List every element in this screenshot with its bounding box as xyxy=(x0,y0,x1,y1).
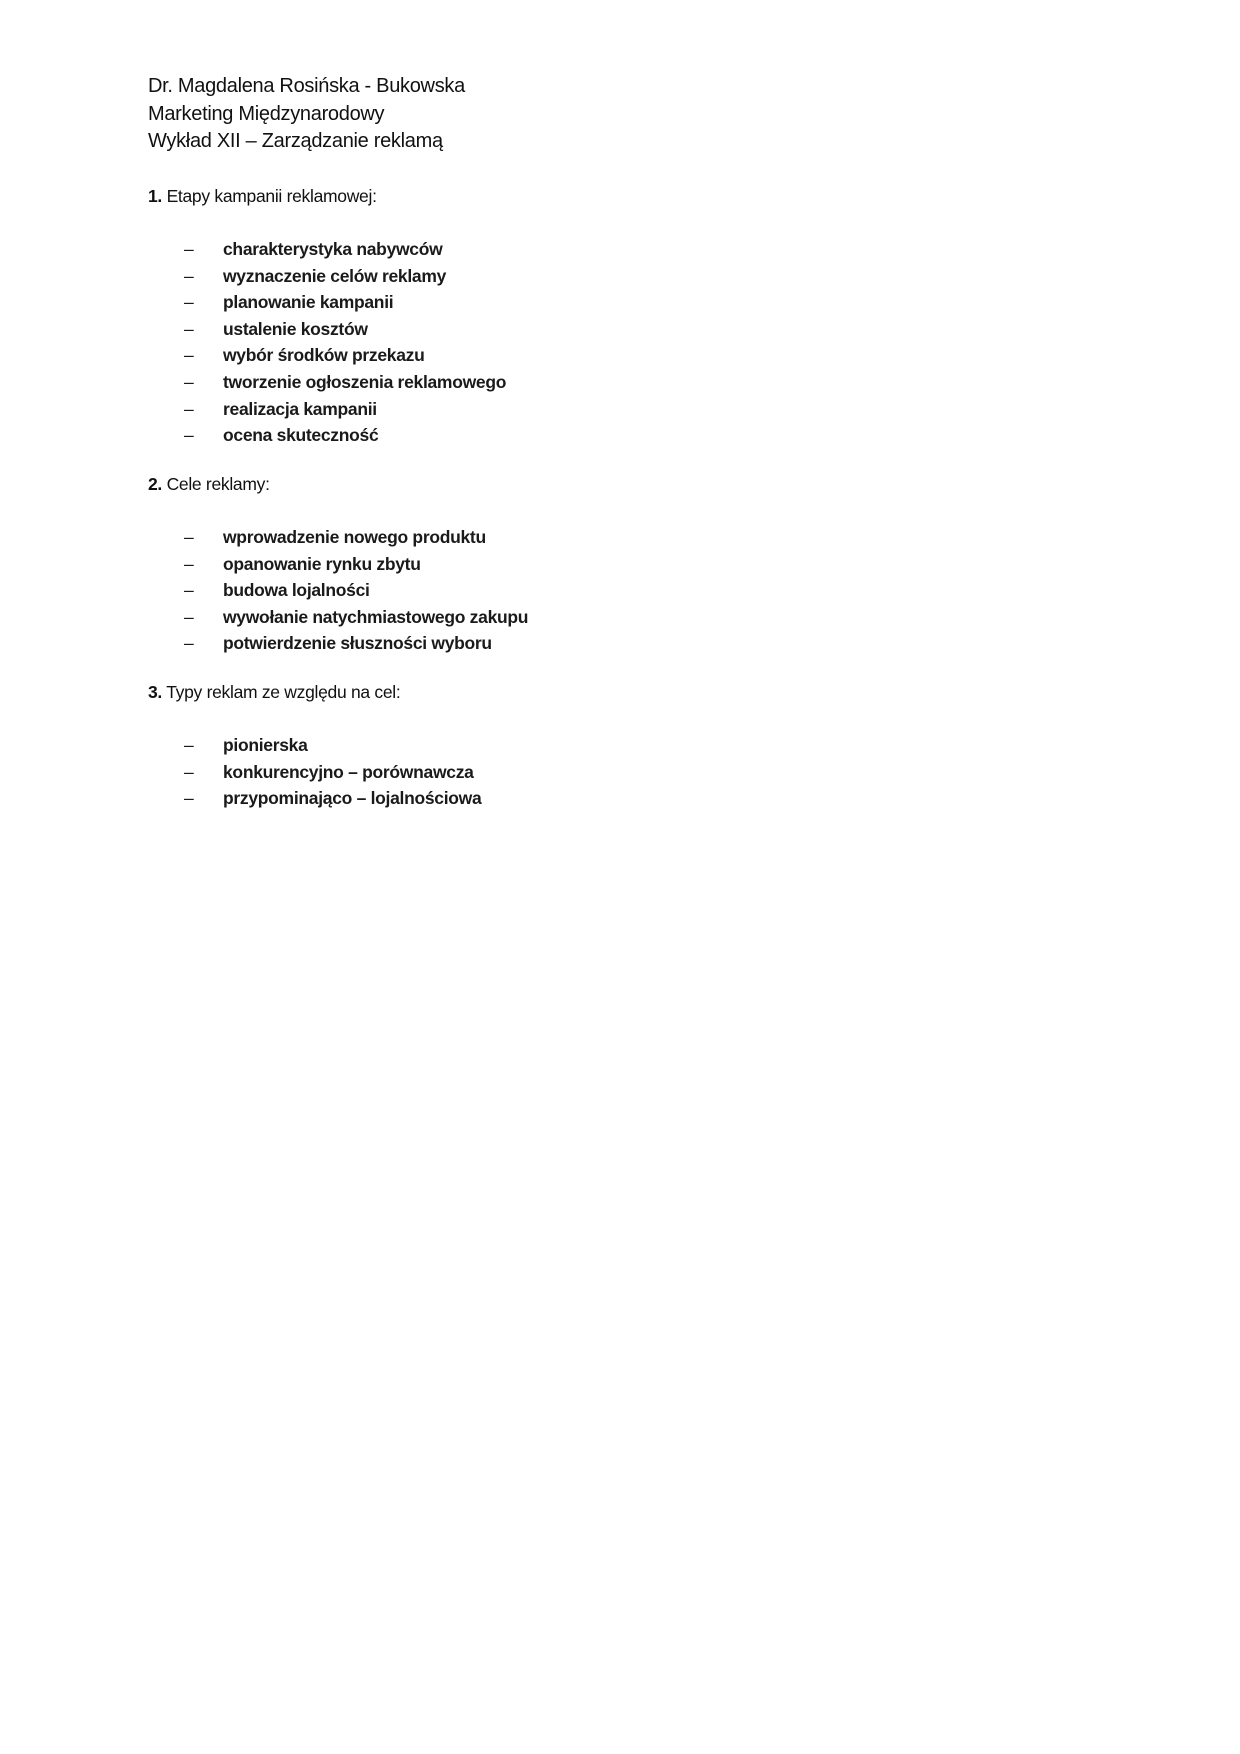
course-line: Marketing Międzynarodowy xyxy=(148,102,385,125)
section-2-heading xyxy=(148,474,270,495)
dash-bullet-icon: – xyxy=(184,580,194,601)
dash-bullet-icon: – xyxy=(184,606,194,627)
dash-bullet-icon: – xyxy=(184,265,194,286)
section-number: 3. xyxy=(148,682,162,702)
dash-bullet-icon: – xyxy=(184,345,194,366)
dash-bullet-icon: – xyxy=(184,735,194,755)
dash-bullet-icon: – xyxy=(184,761,194,782)
dash-bullet-icon: – xyxy=(184,239,194,259)
dash-bullet-icon: – xyxy=(184,371,194,392)
lecture-title: Wykład XII – Zarządzanie reklamą xyxy=(148,130,443,152)
document-page: Dr. Magdalena Rosińska - Bukowska Marketing Międzynarodowy Wykład XII – Zarządzanie reklamą 1. Etapy kampanii reklamowej: – charakterystyka nabywców – wyznaczenie celów reklamy – planowanie kampanii – ustalenie kosztów – wybór środków przekazu – tworzenie ogłoszenia reklamowego – realizacja kampanii – ocena skuteczność 2. Cele reklamy: – wprowadzenie nowego produktu – opanowanie rynku zbytu – budowa lojalności – wywołanie natychmiastowego zakupu – potwierdzenie słuszności wyboru 3. Typy reklam ze względu na cel: – pionierska – konkurencyjno – porównawcza – przypominająco – lojalnościowa xyxy=(0,0,1240,1754)
section-number: 2. xyxy=(148,474,162,494)
dash-bullet-icon: – xyxy=(184,292,194,313)
section-title: Cele reklamy: xyxy=(166,474,270,494)
section-number: 1. xyxy=(148,186,162,206)
dash-bullet-icon: – xyxy=(184,553,194,574)
section-title: Typy reklam ze względu na cel: xyxy=(166,682,401,702)
dash-bullet-icon: – xyxy=(184,425,194,446)
section-3-heading xyxy=(148,682,400,703)
dash-bullet-icon: – xyxy=(184,318,194,339)
document-header xyxy=(148,73,465,156)
author-line: Dr. Magdalena Rosińska - Bukowska xyxy=(148,75,465,97)
dash-bullet-icon: – xyxy=(184,398,194,419)
section-title: Etapy kampanii reklamowej: xyxy=(166,186,377,206)
dash-bullet-icon: – xyxy=(184,633,194,654)
dash-bullet-icon: – xyxy=(184,788,194,809)
dash-bullet-icon: – xyxy=(184,527,194,547)
section-1-heading xyxy=(148,186,377,207)
